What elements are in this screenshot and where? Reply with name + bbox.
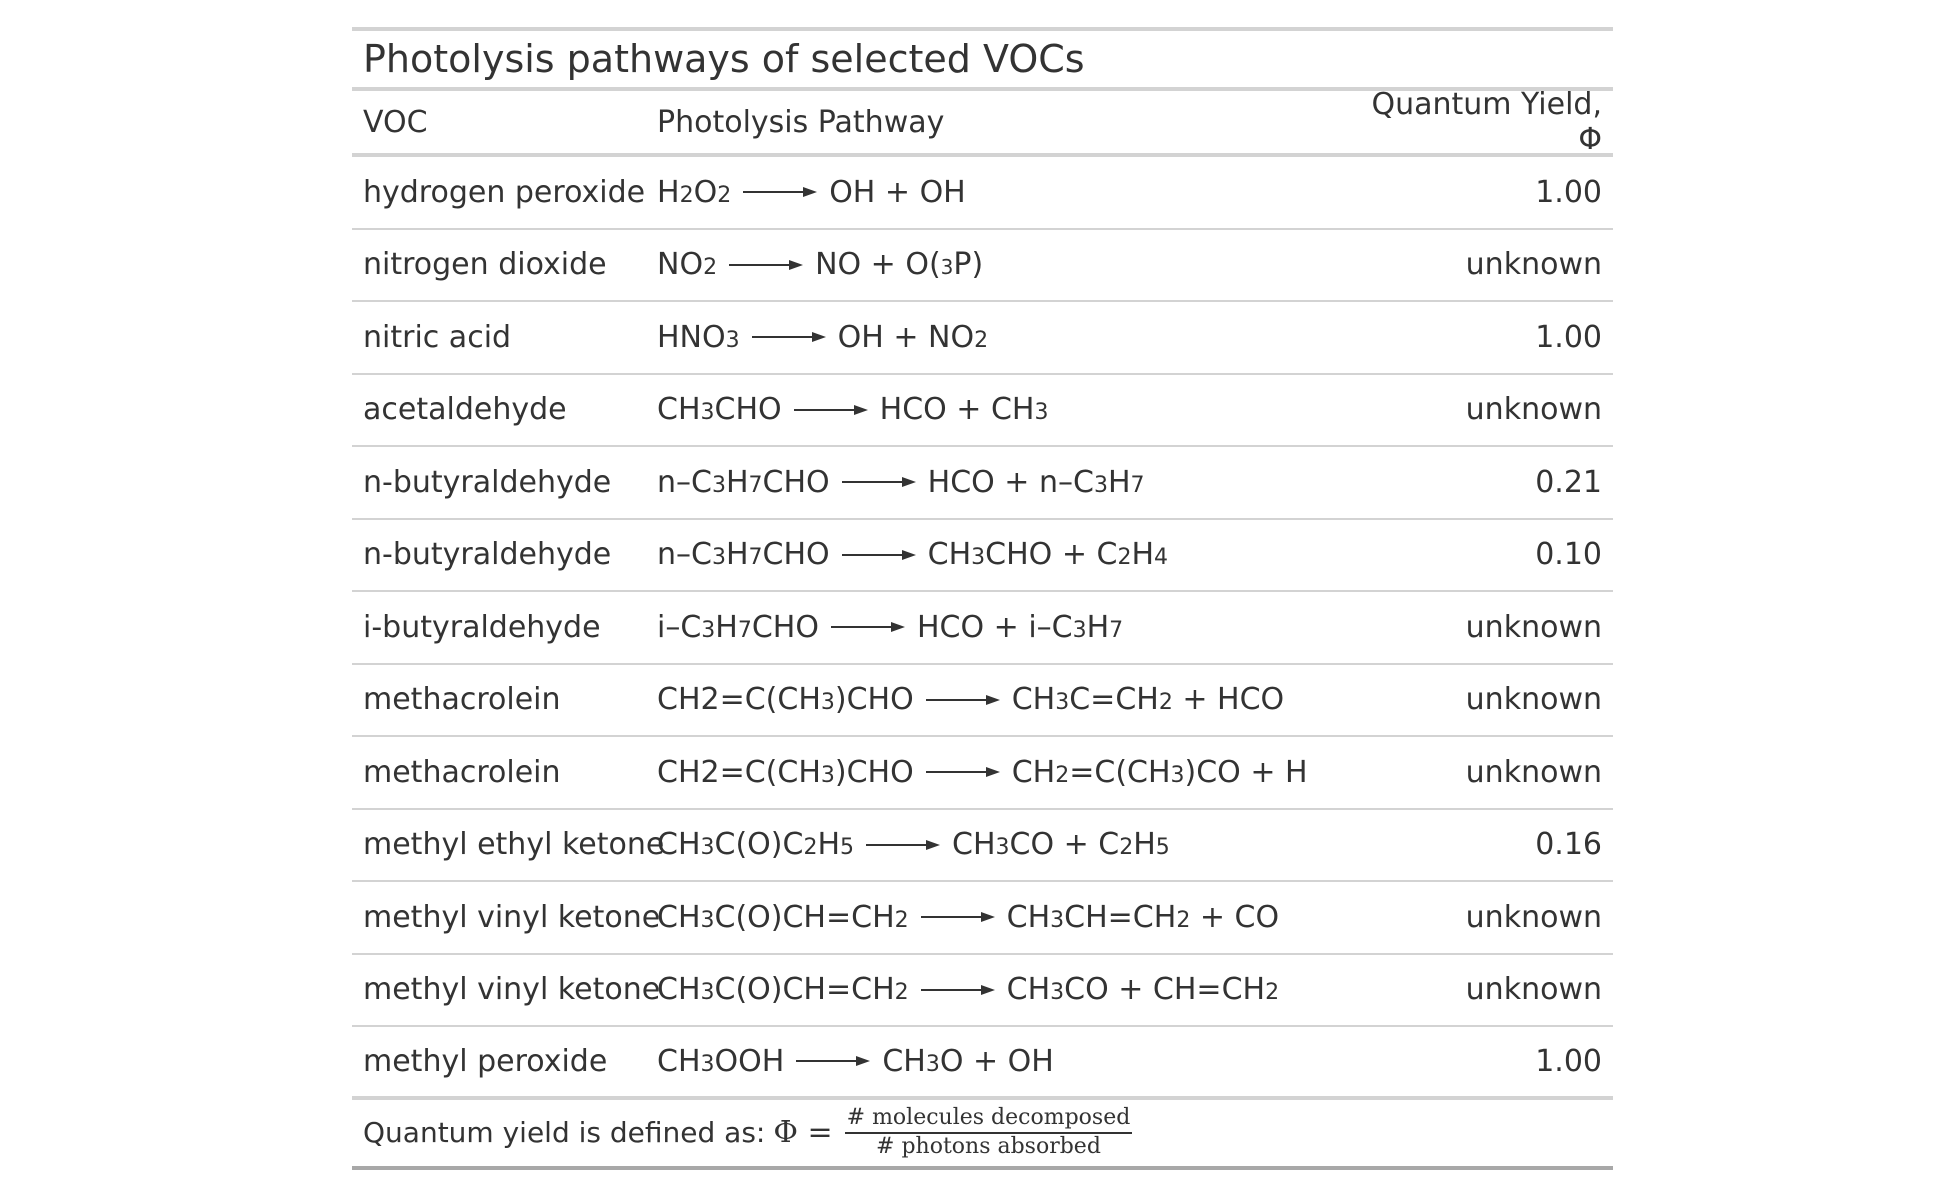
formula-text: CHO + C xyxy=(985,537,1118,573)
voc-name-cell: methyl vinyl ketone xyxy=(363,899,661,935)
formula-text: CH2=C(CH xyxy=(657,682,821,718)
reaction-arrow-icon xyxy=(921,909,995,925)
table-row xyxy=(352,520,1613,593)
pathway-cell xyxy=(657,610,1353,645)
product-formula: CH 3 CO + C 2 H 5 xyxy=(952,827,1170,863)
product-formula: NO + O( 3 P) xyxy=(815,247,984,283)
formula-text: O + OH xyxy=(939,1043,1054,1079)
voc-name-cell: methacrolein xyxy=(363,754,561,790)
formula-text: CH=CH xyxy=(1064,899,1177,935)
product-formula: HCO + i–C 3 H 7 xyxy=(916,609,1124,645)
table-row xyxy=(352,1027,1613,1100)
formula-text: CH xyxy=(1006,972,1051,1008)
pathway-cell xyxy=(657,972,1353,1007)
reactant-formula: n–C 3 H 7 CHO xyxy=(657,464,830,500)
formula-text: )CO + H xyxy=(1184,754,1308,790)
formula-text: C(O)CH=CH xyxy=(714,972,895,1008)
quantum-yield-cell: 1.00 xyxy=(1535,1043,1602,1079)
reactant-formula: NO 2 xyxy=(657,247,718,283)
product-formula: CH 3 CHO + C 2 H 4 xyxy=(927,537,1169,573)
reaction-arrow-icon xyxy=(794,402,868,418)
voc-name-cell: hydrogen peroxide xyxy=(363,174,646,210)
column-header-voc: VOC xyxy=(363,104,428,140)
pathway-cell xyxy=(657,392,1353,427)
pathway-cell xyxy=(657,320,1353,355)
formula-text: CHO xyxy=(751,609,819,645)
product-formula: OH + NO 2 xyxy=(837,319,989,355)
table-row xyxy=(352,810,1613,883)
product-formula: CH 3 CH=CH 2 + CO xyxy=(1006,899,1280,935)
reactant-formula: CH 3 OOH xyxy=(657,1043,785,1079)
pathway-cell xyxy=(657,827,1353,862)
formula-text: CH xyxy=(657,972,701,1008)
formula-text: NO xyxy=(657,247,704,283)
table-row xyxy=(352,665,1613,738)
product-formula: CH 3 C=CH 2 + HCO xyxy=(1011,682,1285,718)
pathway-cell xyxy=(657,755,1353,790)
voc-name-cell: methyl ethyl ketone xyxy=(363,827,665,863)
table-row xyxy=(352,592,1613,665)
formula-text: HCO + i–C xyxy=(916,609,1073,645)
formula-text: OOH xyxy=(714,1043,785,1079)
formula-text: + HCO xyxy=(1172,682,1285,718)
quantum-yield-fraction xyxy=(845,1106,1133,1158)
formula-text: H xyxy=(725,537,749,573)
formula-text: CH2=C(CH xyxy=(657,754,821,790)
formula-text: CHO xyxy=(762,537,830,573)
formula-text: O xyxy=(693,174,718,210)
voc-name-cell: i-butyraldehyde xyxy=(363,609,601,645)
column-header-yield: Quantum Yield, Φ xyxy=(1371,87,1602,157)
voc-name-cell: methacrolein xyxy=(363,682,561,718)
formula-text: H xyxy=(657,174,680,210)
formula-text: H xyxy=(715,609,738,645)
formula-text: H xyxy=(1107,464,1131,500)
formula-text: H xyxy=(725,464,749,500)
pathway-cell xyxy=(657,900,1353,935)
formula-text: CH xyxy=(927,537,972,573)
reaction-arrow-icon xyxy=(842,474,916,490)
voc-name-cell: methyl peroxide xyxy=(363,1043,608,1079)
product-formula xyxy=(829,175,966,210)
formula-text: NO + O( xyxy=(815,247,941,283)
formula-text: CO + C xyxy=(1009,827,1120,863)
column-header-row xyxy=(352,87,1613,157)
formula-text: OH + OH xyxy=(829,174,966,210)
formula-text: C(O)C xyxy=(714,827,804,863)
reactant-formula: CH 3 C(O)CH=CH 2 xyxy=(657,899,909,935)
formula-text: CH xyxy=(1011,754,1056,790)
formula-text: CO + CH=CH xyxy=(1064,972,1266,1008)
formula-text: CHO xyxy=(714,392,782,428)
table-body xyxy=(352,157,1613,1100)
formula-text: C=CH xyxy=(1069,682,1159,718)
voc-name-cell: methyl vinyl ketone xyxy=(363,972,661,1008)
column-header-pathway: Photolysis Pathway xyxy=(657,104,945,140)
reaction-arrow-icon xyxy=(842,547,916,563)
pathway-cell xyxy=(657,1044,1353,1079)
voc-name-cell: nitrogen dioxide xyxy=(363,247,607,283)
voc-name-cell: acetaldehyde xyxy=(363,392,567,428)
formula-text: H xyxy=(1133,827,1156,863)
reaction-arrow-icon xyxy=(926,692,1000,708)
quantum-yield-cell: unknown xyxy=(1465,682,1602,718)
quantum-yield-cell: 1.00 xyxy=(1535,174,1602,210)
formula-text: CH xyxy=(657,392,701,428)
formula-text: CH xyxy=(657,827,701,863)
product-formula: HCO + CH 3 xyxy=(879,392,1049,428)
reaction-arrow-icon xyxy=(866,837,940,853)
formula-text: CH xyxy=(1011,682,1056,718)
voc-name-cell: nitric acid xyxy=(363,319,512,355)
formula-text: CH xyxy=(657,1043,701,1079)
reactant-formula: i–C 3 H 7 CHO xyxy=(657,609,819,645)
formula-text: H xyxy=(817,827,840,863)
pathway-cell xyxy=(657,175,1353,210)
quantum-yield-cell: 1.00 xyxy=(1535,319,1602,355)
reaction-arrow-icon xyxy=(752,329,826,345)
quantum-yield-cell: unknown xyxy=(1465,972,1602,1008)
quantum-yield-cell: unknown xyxy=(1465,609,1602,645)
voc-name-cell: n-butyraldehyde xyxy=(363,537,612,573)
table-row xyxy=(352,230,1613,303)
pathway-cell xyxy=(657,537,1353,572)
pathway-cell xyxy=(657,682,1353,717)
quantum-yield-cell: 0.16 xyxy=(1535,827,1602,863)
table-row xyxy=(352,447,1613,520)
reactant-formula: HNO 3 xyxy=(657,319,740,355)
formula-text: =C(CH xyxy=(1069,754,1171,790)
reaction-arrow-icon xyxy=(729,257,803,273)
table-row xyxy=(352,737,1613,810)
formula-text: HCO + CH xyxy=(879,392,1035,428)
formula-text: )CHO xyxy=(834,754,914,790)
table-title: Photolysis pathways of selected VOCs xyxy=(352,27,1613,91)
product-formula: CH 3 CO + CH=CH 2 xyxy=(1006,972,1280,1008)
formula-text: CH xyxy=(952,827,996,863)
reaction-arrow-icon xyxy=(926,764,1000,780)
quantum-yield-cell: unknown xyxy=(1465,899,1602,935)
quantum-yield-cell: unknown xyxy=(1465,754,1602,790)
formula-text: P) xyxy=(953,247,984,283)
formula-text: H xyxy=(1131,537,1155,573)
table-row xyxy=(352,882,1613,955)
formula-text: )CHO xyxy=(834,682,914,718)
reactant-formula: H 2 O 2 xyxy=(657,174,732,210)
formula-text: HNO xyxy=(657,319,726,355)
reactant-formula: CH2=C(CH 3 )CHO xyxy=(657,682,914,718)
formula-text: H xyxy=(1086,609,1110,645)
formula-text: i–C xyxy=(657,609,702,645)
formula-text: CHO xyxy=(762,464,830,500)
quantum-yield-cell: unknown xyxy=(1465,247,1602,283)
pathways-table xyxy=(352,27,1613,1170)
fraction-numerator: # molecules decomposed xyxy=(845,1106,1133,1133)
reactant-formula: n–C 3 H 7 CHO xyxy=(657,537,830,573)
formula-text: CH xyxy=(657,899,701,935)
reaction-arrow-icon xyxy=(921,982,995,998)
reaction-arrow-icon xyxy=(831,619,905,635)
product-formula: HCO + n–C 3 H 7 xyxy=(927,464,1145,500)
reactant-formula: CH2=C(CH 3 )CHO xyxy=(657,754,914,790)
formula-text: HCO + n–C xyxy=(927,464,1094,500)
formula-text: + CO xyxy=(1190,899,1280,935)
table-footnote xyxy=(352,1100,1613,1170)
fraction-denominator: # photons absorbed xyxy=(876,1133,1101,1159)
voc-name-cell: n-butyraldehyde xyxy=(363,464,612,500)
formula-text: CH xyxy=(882,1043,926,1079)
reactant-formula: CH 3 C(O)C 2 H 5 xyxy=(657,827,854,863)
table-row xyxy=(352,955,1613,1028)
table-row xyxy=(352,302,1613,375)
formula-text: n–C xyxy=(657,464,712,500)
product-formula: CH 2 =C(CH 3 )CO + H xyxy=(1011,754,1308,790)
reactant-formula: CH 3 C(O)CH=CH 2 xyxy=(657,972,909,1008)
footnote-phi-equals: Φ = xyxy=(773,1115,833,1150)
pathway-cell xyxy=(657,465,1353,500)
formula-text: n–C xyxy=(657,537,712,573)
footnote-text: Quantum yield is defined as: xyxy=(363,1116,766,1149)
formula-text: CH xyxy=(1006,899,1051,935)
quantum-yield-cell: unknown xyxy=(1465,392,1602,428)
quantum-yield-cell: 0.10 xyxy=(1535,537,1602,573)
table-row xyxy=(352,375,1613,448)
quantum-yield-cell: 0.21 xyxy=(1535,464,1602,500)
reaction-arrow-icon xyxy=(796,1053,870,1069)
table-row xyxy=(352,157,1613,230)
pathway-cell xyxy=(657,247,1353,282)
formula-text: C(O)CH=CH xyxy=(714,899,895,935)
reactant-formula: CH 3 CHO xyxy=(657,392,782,428)
formula-text: OH + NO xyxy=(837,319,975,355)
reaction-arrow-icon xyxy=(743,184,817,200)
product-formula: CH 3 O + OH xyxy=(882,1043,1054,1079)
